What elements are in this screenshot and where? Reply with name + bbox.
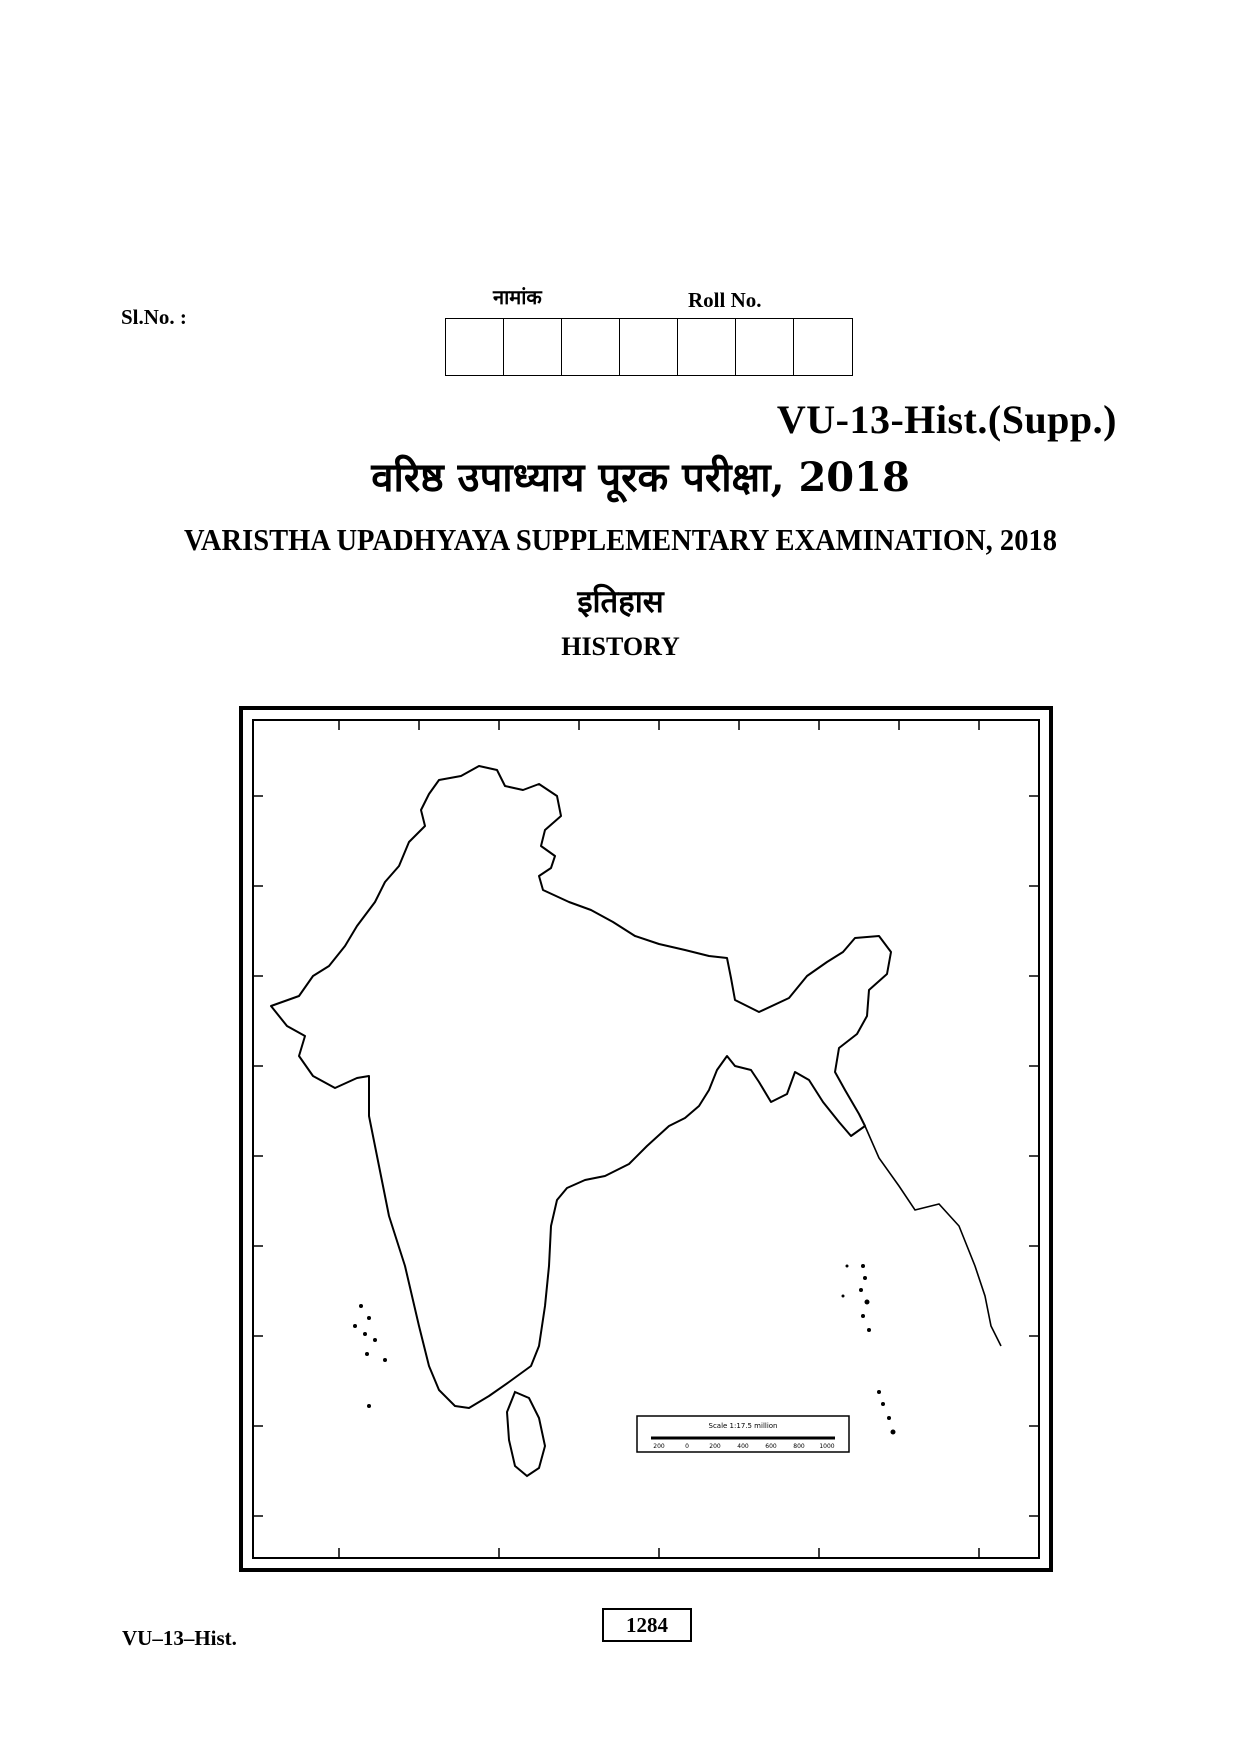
scale-tick-label: 0 <box>685 1443 689 1450</box>
roll-number-label-hindi: नामांक <box>493 287 542 309</box>
exam-title-english: VARISTHA UPADHYAYA SUPPLEMENTARY EXAMINATION, 2018 <box>184 522 1057 557</box>
scale-tick-label: 600 <box>765 1443 777 1450</box>
sri-lanka-outline <box>507 1392 545 1476</box>
roll-number-box[interactable] <box>736 319 794 375</box>
paper-code: VU-13-Hist.(Supp.) <box>776 397 1117 442</box>
scale-tick-label: 200 <box>653 1443 665 1450</box>
roll-number-box[interactable] <box>678 319 736 375</box>
scale-tick-label: 200 <box>709 1443 721 1450</box>
graticule-ticks <box>253 720 1039 1558</box>
scale-tick-label: 1000 <box>819 1443 835 1450</box>
roll-number-box[interactable] <box>504 319 562 375</box>
exam-title-hindi: वरिष्ठ उपाध्याय पूरक परीक्षा, 2018 <box>371 454 910 501</box>
subject-english: HISTORY <box>561 632 680 661</box>
scale-tick-label: 400 <box>737 1443 749 1450</box>
roll-number-label-english: Roll No. <box>688 288 762 312</box>
myanmar-coast-outline <box>865 1126 1001 1346</box>
map-scale-bar <box>637 1416 849 1452</box>
india-mainland-outline <box>271 766 891 1408</box>
scale-tick-label: 800 <box>793 1443 805 1450</box>
page-number: 1284 <box>602 1608 692 1642</box>
roll-number-box[interactable] <box>562 319 620 375</box>
roll-number-boxes <box>445 318 853 376</box>
map-inner-border <box>253 720 1039 1558</box>
serial-number-label: Sl.No. : <box>121 305 187 329</box>
footer-paper-code: VU–13–Hist. <box>122 1626 237 1650</box>
subject-hindi: इतिहास <box>577 584 664 620</box>
lakshadweep-islands <box>353 1304 387 1408</box>
roll-number-box[interactable] <box>446 319 504 375</box>
roll-number-box[interactable] <box>620 319 678 375</box>
map-outer-border <box>241 708 1051 1570</box>
andaman-nicobar-islands <box>842 1264 896 1435</box>
scale-title: Scale 1:17.5 million <box>708 1422 778 1430</box>
roll-number-box[interactable] <box>794 319 852 375</box>
india-outline-map <box>239 706 1053 1572</box>
